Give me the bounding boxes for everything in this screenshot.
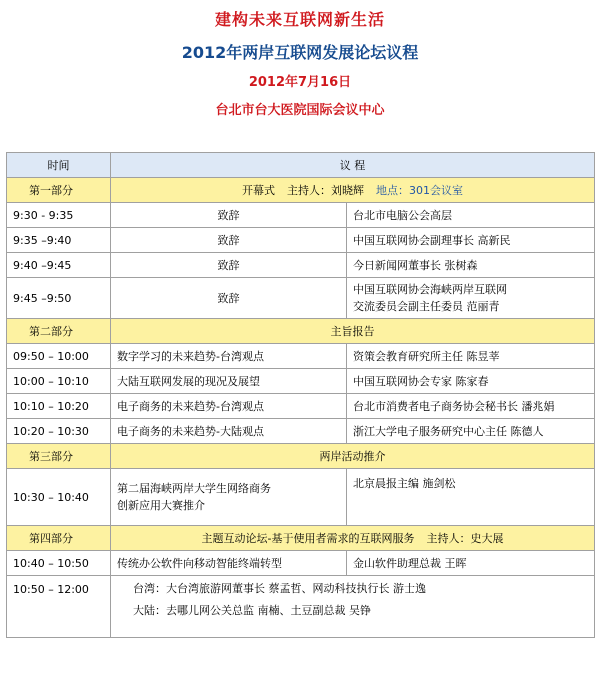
row-topic: 致辞: [111, 253, 347, 278]
table-row: [7, 253, 595, 278]
row-panelists: [111, 576, 595, 638]
section-name: 第一部分: [7, 178, 111, 203]
row-topic: 电子商务的未来趋势-大陆观点: [111, 419, 347, 444]
table-row: [7, 203, 595, 228]
section-row: [7, 526, 595, 551]
section-row: [7, 319, 595, 344]
row-time: 10:40 – 10:50: [7, 551, 111, 576]
row-time: 9:30 - 9:35: [7, 203, 111, 228]
row-topic: 致辞: [111, 228, 347, 253]
section-host: 主持人：史大展: [426, 531, 504, 545]
row-speaker: 浙江大学电子服务研究中心主任 陈德人: [347, 419, 595, 444]
table-row: [7, 469, 595, 526]
row-time: 9:35 –9:40: [7, 228, 111, 253]
row-time: 09:50 – 10:00: [7, 344, 111, 369]
row-time: 9:45 –9:50: [7, 278, 111, 319]
row-speaker: 今日新闻网董事长 张树森: [347, 253, 595, 278]
section-location: 地点：301会议室: [376, 183, 463, 197]
row-time: 10:30 – 10:40: [7, 469, 111, 526]
row-topic: 传统办公软件向移动智能终端转型: [111, 551, 347, 576]
topic-line-1: 第二届海峡两岸大学生网络商务: [117, 482, 271, 495]
section-row: [7, 444, 595, 469]
row-speaker: [347, 278, 595, 319]
topic-line-2: 创新应用大赛推介: [117, 499, 205, 512]
row-speaker: 北京晨报主编 施剑松: [347, 469, 595, 526]
row-time: 9:40 –9:45: [7, 253, 111, 278]
row-topic: 数字学习的未来趋势-台湾观点: [111, 344, 347, 369]
row-time: 10:00 – 10:10: [7, 369, 111, 394]
table-row: [7, 419, 595, 444]
speaker-line-1: 中国互联网协会海峡两岸互联网: [353, 283, 507, 296]
section-name: 第三部分: [7, 444, 111, 469]
panelists-taiwan: 台湾：大台湾旅游网董事长 蔡孟哲、网动科技执行长 游士逸: [133, 582, 426, 595]
table-row: [7, 228, 595, 253]
section-row: [7, 178, 595, 203]
table-row: [7, 344, 595, 369]
row-speaker: 资策会教育研究所主任 陈昱莘: [347, 344, 595, 369]
table-row: [7, 278, 595, 319]
section-title-text: 主题互动论坛-基于使用者需求的互联网服务: [201, 531, 415, 545]
section-title-text: 开幕式: [242, 183, 275, 197]
agenda-column-header: 议 程: [111, 153, 595, 178]
row-topic: [111, 469, 347, 526]
section-name: 第四部分: [7, 526, 111, 551]
row-time: 10:10 – 10:20: [7, 394, 111, 419]
section-title: [111, 526, 595, 551]
section-name: 第二部分: [7, 319, 111, 344]
row-speaker: 台北市消费者电子商务协会秘书长 潘兆娟: [347, 394, 595, 419]
table-row: [7, 551, 595, 576]
section-host: 主持人：刘晓辉: [287, 183, 364, 197]
table-row: [7, 369, 595, 394]
row-speaker: 中国互联网协会专家 陈家春: [347, 369, 595, 394]
section-title: 主旨报告: [111, 319, 595, 344]
row-speaker: 台北市电脑公会高层: [347, 203, 595, 228]
row-time: 10:20 – 10:30: [7, 419, 111, 444]
forum-title: 2012年两岸互联网发展论坛议程: [181, 43, 419, 62]
event-date: 2012年7月16日: [248, 75, 352, 90]
event-venue: 台北市台大医院国际会议中心: [215, 103, 385, 118]
speaker-line-2: 交流委员会副主任委员 范丽青: [353, 300, 500, 313]
table-row: [7, 394, 595, 419]
section-title: 两岸活动推介: [111, 444, 595, 469]
row-topic: 大陆互联网发展的现况及展望: [111, 369, 347, 394]
header: [0, 0, 600, 122]
section-title: [111, 178, 595, 203]
row-time: 10:50 – 12:00: [7, 576, 111, 638]
agenda-table: [6, 152, 595, 638]
table-row: [7, 576, 595, 638]
main-title: 建构未来互联网新生活: [214, 10, 385, 29]
time-column-header: 时间: [7, 153, 111, 178]
panelists-mainland: 大陆：去哪儿网公关总监 南楠、土豆副总裁 吴铮: [133, 604, 371, 617]
row-topic: 致辞: [111, 203, 347, 228]
row-topic: 致辞: [111, 278, 347, 319]
row-speaker: 金山软件助理总裁 王晖: [347, 551, 595, 576]
row-speaker: 中国互联网协会副理事长 高新民: [347, 228, 595, 253]
row-topic: 电子商务的未来趋势-台湾观点: [111, 394, 347, 419]
table-header-row: [7, 153, 595, 178]
